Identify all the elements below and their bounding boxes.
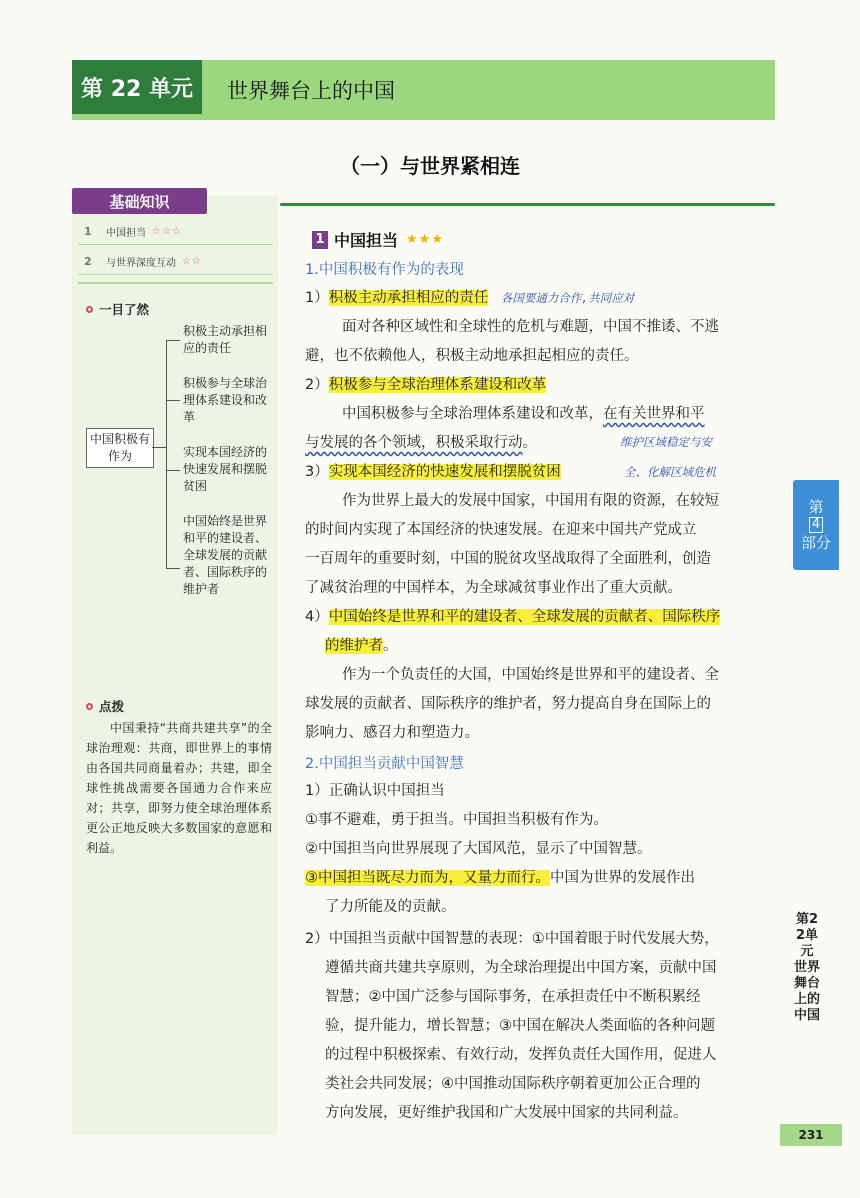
tree-connector [152,447,166,448]
underlined-text: 与发展的各个领域，积极采取行动 [305,435,523,451]
paragraph-line: 避，也不依赖他人，积极主动地承担起相应的责任。 [305,348,639,364]
list-marker: 4） [305,609,329,625]
highlighted-text: ③中国担当既尽力而为，又量力而行。 [305,870,550,886]
toc-stars: ☆☆☆ [152,225,182,237]
bullet-icon [86,703,93,710]
paragraph-line: 智慧；②中国广泛参与国际事务，在承担责任中不断积累经 [325,989,701,1005]
paragraph-line: 一百周年的重要时刻，中国的脱贫攻坚战取得了全面胜利，创造 [305,551,711,567]
running-header: 第22单元 世界舞台上的中国 [793,912,820,1023]
toc-label: 中国担当 [106,227,146,239]
bullet-icon [86,306,93,313]
unit-number-tag: 第 22 单元 [72,60,202,114]
highlighted-text: 的维护者 [325,638,383,654]
list-item: ②中国担当向世界展现了大国风范，显示了中国智慧。 [305,841,652,857]
paragraph-line [342,400,705,429]
star-rating-icon: ★★★ [406,232,444,247]
toc-label: 与世界深度互动 [106,257,176,269]
paragraph [305,458,561,487]
text-span: 。 [383,638,398,654]
tree-connector [166,568,180,569]
paragraph-line: 了减贫治理的中国样本，为全球减贫事业作出了重大贡献。 [305,580,682,596]
underlined-text: 在有关世界和平 [603,406,705,422]
paragraph-line: 1）正确认识中国担当 [305,783,445,799]
paragraph-line: 的时间内实现了本国经济的快速发展。在迎来中国共产党成立 [305,522,697,538]
tree-leaf: 积极主动承担相应的责任 [183,324,268,355]
paragraph-line [305,429,537,458]
toc-stars: ☆☆ [182,255,202,267]
paragraph-line: 验，提升能力，增长智慧；③中国在解决人类面临的各种问题 [325,1018,715,1034]
text-span: 中国积极参与全球治理体系建设和改革， [342,406,603,422]
toc-divider [78,282,273,284]
tree-connector [166,340,167,568]
paragraph-line: 的过程中积极探索、有效行动，发挥负责任大国作用，促进人 [325,1047,717,1063]
list-marker: 3） [305,464,329,480]
text-span: 中国为世界的发展作出 [550,870,695,886]
paragraph [305,603,720,632]
paragraph-line: 2）中国担当贡献中国智慧的表现：①中国着眼于时代发展大势， [305,931,719,947]
toc-number: 2 [84,254,92,268]
list-marker: 1） [305,290,329,306]
tree-connector [166,340,180,341]
handwritten-note: 全、化解区域危机 [624,465,716,479]
paragraph-line: 面对各种区域性和全球性的危机与难题，中国不推诿、不逃 [342,319,719,335]
paragraph-line [325,632,398,661]
highlighted-text: 积极主动承担相应的责任 [328,290,489,306]
tip-label: 点拨 [99,699,125,714]
toc-item [78,248,273,275]
part-number: 4 [809,517,823,533]
paragraph-line: 方向发展，更好维护我国和广大发展中国家的共同利益。 [325,1105,688,1121]
toc-number: 1 [84,224,92,238]
unit-header-bar [72,60,775,120]
paragraph-line: 影响力、感召力和塑造力。 [305,725,479,741]
section-title: （一）与世界紧相连 [340,154,520,178]
list-marker: 2） [305,377,329,393]
handwritten-note: 维护区域稳定与安 [620,435,712,449]
paragraph [305,284,634,313]
highlighted-text: 实现本国经济的快速发展和摆脱贫困 [328,464,561,480]
part-tab-bottom: 部分 [800,534,831,552]
tree-connector [166,470,180,471]
tip-heading [86,697,124,715]
paragraph-line: 作为世界上最大的发展中国家，中国用有限的资源，在较短 [342,493,719,509]
overview-heading [86,300,149,318]
tree-leaf: 中国始终是世界和平的建设者、全球发展的贡献者、国际秩序的维护者 [183,514,268,596]
paragraph-line: 遵循共商共建共享原则，为全球治理提出中国方案，贡献中国 [325,960,717,976]
subheading: 2.中国担当贡献中国智慧 [305,756,464,772]
basic-knowledge-tab: 基础知识 [72,188,207,214]
list-item: ①事不避难，勇于担当。中国担当积极有作为。 [305,812,608,828]
list-item [305,864,695,893]
highlighted-text: 积极参与全球治理体系建设和改革 [328,377,547,393]
topic-number: 1 [312,231,328,249]
tree-connector [166,400,180,401]
part-tab[interactable] [793,480,839,570]
page-number: 231 [780,1124,842,1146]
paragraph-line: 作为一个负责任的大国，中国始终是世界和平的建设者、全 [342,667,719,683]
tree-leaf: 积极参与全球治理体系建设和改革 [183,376,268,424]
unit-title: 世界舞台上的中国 [227,79,395,103]
handwritten-note: 各国要通力合作,共同应对 [500,291,635,305]
subheading: 1.中国积极有作为的表现 [305,262,464,278]
toc-item [78,218,273,245]
paragraph-line: 了力所能及的贡献。 [325,899,456,915]
paragraph-line: 类社会共同发展；④中国推动国际秩序朝着更加公正合理的 [325,1076,701,1092]
tip-text: 中国秉持“共商共建共享”的全球治理观：共商，即世界上的事情由各国共同商量着办；共建，即全球性挑战需要各国通力合作来应对；共享，即努力使全球治理体系更公正地反映大多数国家的意愿和利益。 [86,721,272,855]
tree-leaf: 实现本国经济的快速发展和摆脱贫困 [183,445,268,493]
paragraph-line: 球发展的贡献者、国际秩序的维护者，努力提高自身在国际上的 [305,696,711,712]
topic-label: 中国担当 [334,231,399,250]
overview-label: 一目了然 [99,302,150,317]
tree-root: 中国积极有作为 [86,428,154,468]
part-tab-top: 第 [808,498,824,516]
paragraph [305,371,546,400]
topic-heading [312,228,444,251]
highlighted-text: 中国始终是世界和平的建设者、全球发展的贡献者、国际秩序 [328,609,721,625]
green-divider [280,203,775,206]
text-span: 。 [522,435,537,451]
